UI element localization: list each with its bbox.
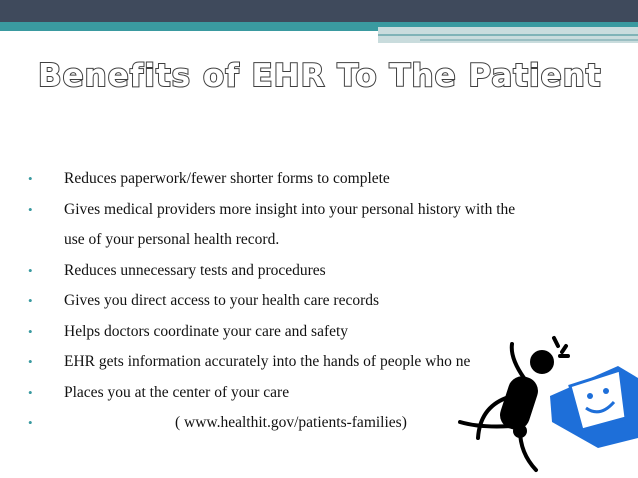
bullet-text: EHR gets information accurately into the hands of people who ne	[64, 353, 471, 370]
bullet-marker: •	[28, 293, 33, 308]
bullet-item	[28, 256, 588, 287]
bullet-continuation	[28, 225, 588, 256]
bullet-item	[28, 195, 588, 226]
top-band	[0, 0, 638, 22]
bullet-text: Reduces paperwork/fewer shorter forms to complete	[64, 170, 390, 187]
top-right-decoration-line	[378, 34, 638, 36]
bullet-marker: •	[28, 354, 33, 369]
bullet-marker: •	[28, 415, 33, 430]
bullet-text: Gives you direct access to your health care records	[64, 292, 380, 309]
bullet-marker: •	[28, 384, 33, 400]
bullet-text: Helps doctors coordinate your care and safety	[64, 322, 349, 340]
bullet-item	[28, 286, 588, 317]
bullet-text: Gives medical providers more insight into your personal history with the	[64, 200, 516, 218]
bullet-marker: •	[28, 171, 33, 186]
bullet-text: use of your personal health record.	[64, 231, 280, 248]
bullet-text: Places you at the center of your care	[64, 383, 290, 401]
bullet-text: Reduces unnecessary tests and procedures	[64, 261, 326, 279]
bullet-marker: •	[28, 262, 33, 278]
bullet-item	[28, 164, 588, 195]
running-figure-with-computer-icon	[450, 318, 638, 478]
bullet-marker: •	[28, 201, 33, 217]
slide-title: Benefits of EHR To The Patient	[38, 58, 602, 94]
smiling-computer-icon	[550, 366, 638, 448]
bullet-marker: •	[28, 323, 33, 339]
top-right-decoration-line	[420, 39, 638, 41]
source-link-text: ( www.healthit.gov/patients-families)	[175, 414, 407, 431]
